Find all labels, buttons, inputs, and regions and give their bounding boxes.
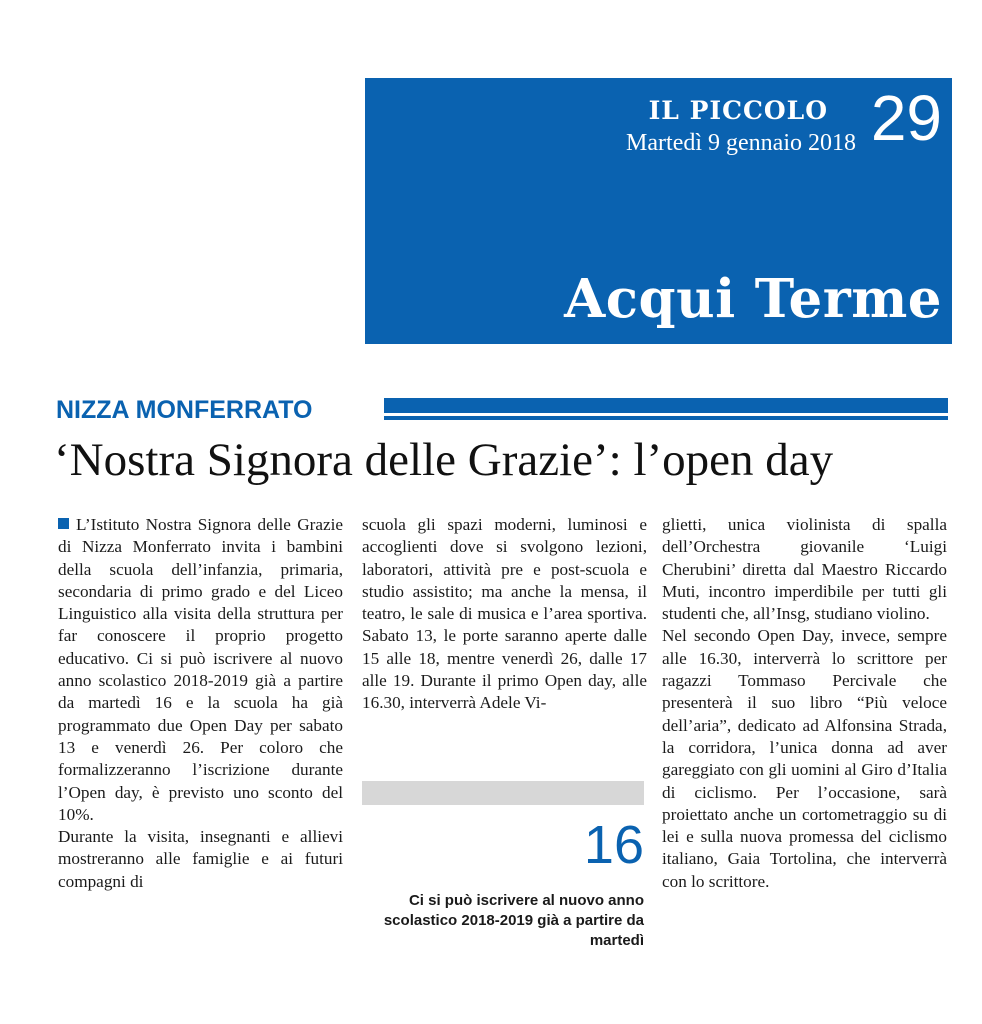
masthead — [365, 78, 952, 344]
newspaper-name: IL PICCOLO — [648, 96, 828, 125]
paragraph-3: scuola gli spazi moderni, luminosi e accoglienti dove si svolgono lezioni, laboratori, attività pre e post-scuola e studio assistito; ma anche la mensa, il teatro, le sale di musica e l’area sportiva. Sabato 13, le porte saranno aperte dalle 15 alle 18, mentre venerdì 26, dalle 17 alle 19. Durante il primo Open day, alle 16.30, interverrà Adele Vi- — [362, 515, 647, 713]
callout-bar — [362, 781, 644, 805]
paragraph-5: Nel secondo Open Day, invece, sempre alle 16.30, interverrà lo scrittore per ragazzi Tommaso Percivale che presenterà il suo libro “Più veloce dell’aria”, dedicato ad Alfonsina Strada, la corridora, l’unica donna ad aver gareggiato con gli uomini al Giro d’Italia di ciclismo. Per l’occasione, sarà proiettato anche un cortometraggio su di lei e sulla nuova promessa del ciclismo italiano, Gaia Tortolina, che interverrà con lo scrittore. — [662, 626, 947, 891]
paragraph-1 — [58, 514, 343, 826]
article-column-3 — [662, 514, 947, 893]
callout-caption: Ci si può iscrivere al nuovo anno scolastico 2018-2019 già a partire da martedì — [383, 892, 644, 949]
square-bullet-icon — [58, 518, 69, 529]
page-number: 29 — [870, 82, 942, 154]
paragraph-4: glietti, unica violinista di spalla dell’Orchestra giovanile ‘Luigi Cherubini’ diretta dal Maestro Riccardo Muti, incontro imperdibile per tutti gli studenti che, all’Insg, studiano violino. — [662, 515, 947, 624]
paragraph-2: Durante la visita, insegnanti e allievi mostreranno alle famiglie e ai futuri compagni di — [58, 827, 343, 891]
article-column-1 — [58, 514, 343, 893]
issue-date: Martedì 9 gennaio 2018 — [626, 130, 856, 156]
kicker-rule — [384, 398, 948, 416]
article-headline: ‘Nostra Signora delle Grazie’: l’open day — [54, 434, 834, 486]
article-column-2 — [362, 514, 647, 715]
callout-number: 16 — [583, 815, 644, 875]
article-kicker: NIZZA MONFERRATO — [56, 396, 313, 424]
paragraph-1-text: L’Istituto Nostra Signora delle Grazie di Nizza Monferrato invita i bambini della scuola dell’infanzia, primaria, secondaria di primo grado e del Liceo Linguistico alla visita della struttura per far conoscere il proprio progetto educativo. Ci si può iscrivere al nuovo anno scolastico 2018-2019 già a partire da martedì 16 e la scuola ha già programmato due Open Day per sabato 13 e venerdì 26. Per coloro che formalizzeranno l’iscrizione durante l’Open day, è previsto uno sconto del 10%. — [58, 515, 343, 824]
section-title: Acqui Terme — [564, 268, 942, 330]
